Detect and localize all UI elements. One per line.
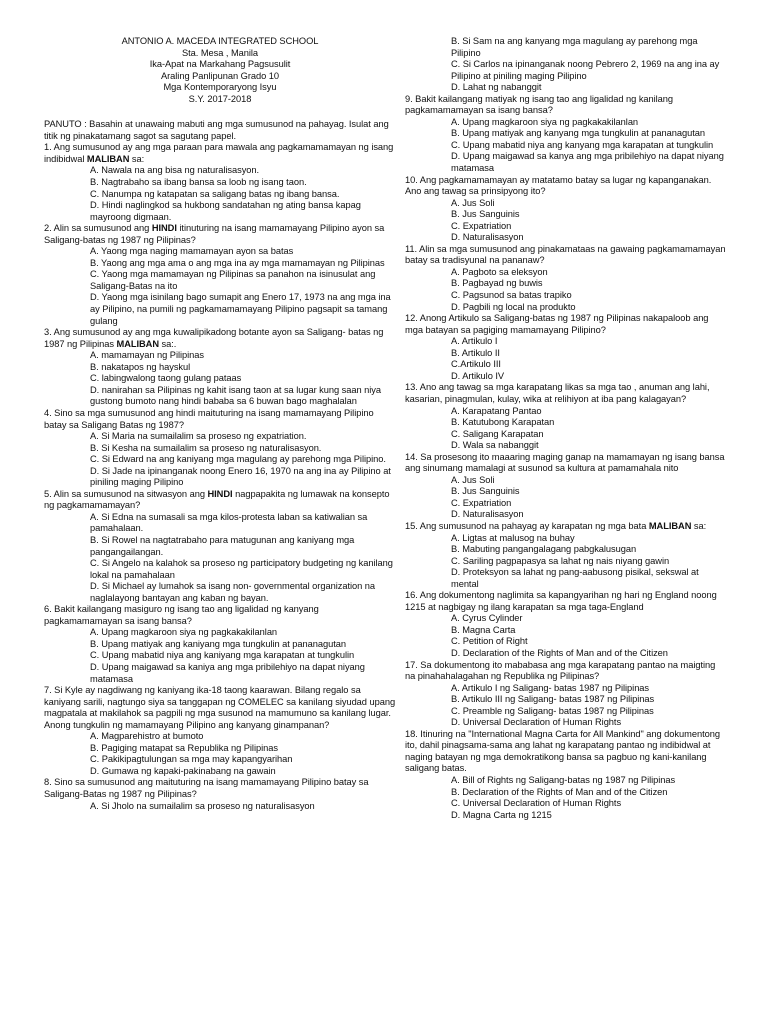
- school-year: S.Y. 2017-2018: [188, 93, 252, 104]
- question-item: [405, 452, 727, 521]
- school-name: ANTONIO A. MACEDA INTEGRATED SCHOOL: [121, 36, 319, 46]
- answer-choice: C. Upang mabatid niya ang kaniyang mga karapatan at tungkulin: [90, 650, 355, 661]
- question-text: 13. Ano ang tawag sa mga karapatang likas sa mga tao , anuman ang lahi, kasarian, pinagmulan, kulay, wika at relihiyon at iba pang kalagayan?: [405, 382, 710, 404]
- question-text: 17. Sa dokumentong ito mababasa ang mga karapatang pantao na maigting na pinahahalagahan ng Republika ng Pilipinas?: [405, 659, 716, 682]
- answer-choice: A. mamamayan ng Pilipinas: [90, 350, 204, 361]
- answer-choice: A. Jus Soli: [451, 474, 495, 485]
- emphasis-word: MALIBAN: [648, 520, 692, 531]
- answer-choice: A. Magparehistro at bumoto: [90, 731, 204, 742]
- question-item: [405, 175, 727, 244]
- answer-choice: B. Katutubong Karapatan: [451, 417, 555, 428]
- question-text: 2. Alin sa sumusunod ang: [44, 223, 152, 234]
- answer-choice: C. labingwalong taong gulang pataas: [90, 373, 242, 384]
- question-stem: [405, 175, 727, 198]
- answer-choice: A. Jus Soli: [451, 197, 495, 208]
- question-item: [44, 604, 396, 685]
- question-item: [44, 327, 396, 408]
- emphasis-word: HINDI: [151, 223, 177, 234]
- answer-choice: D. Wala sa nabanggit: [451, 440, 539, 451]
- question-stem: [44, 777, 396, 800]
- answer-choice: B. Artikulo III ng Saligang- batas 1987 ng Pilipinas: [451, 694, 655, 705]
- question-stem: [405, 244, 727, 267]
- question-stem: [405, 729, 727, 775]
- question-stem: [405, 94, 727, 117]
- answer-choice: A. Pagboto sa eleksyon: [451, 266, 548, 277]
- question-stem: [44, 223, 396, 246]
- answer-choice: D. Yaong mga isinilang bago sumapit ang Enero 17, 1973 na ang mga ina ay Pilipino, na pumili ng pagkamamamayang Pilipino pagsapit sa tamang gulang: [90, 292, 391, 326]
- answer-choice: B. Si Rowel na nagtatrabaho para matugunan ang kaniyang mga pangangailangan.: [90, 534, 355, 557]
- question-stem: [44, 685, 396, 731]
- answer-choice: B. Artikulo II: [451, 347, 500, 358]
- question-text: 14. Sa prosesong ito maaaring maging ganap na mamamayan ng isang bansa ang sinumang mamalagi at susunod sa kultura at pamamahala nito: [405, 451, 725, 474]
- question-item: [405, 660, 727, 729]
- answer-choice: B. Magna Carta: [451, 624, 516, 635]
- answer-choice: B. Mabuting pangangalagang pabgkalusugan: [451, 544, 637, 555]
- question-text-cont: sa:: [129, 153, 145, 164]
- answer-choice: A. Nawala na ang bisa ng naturalisasyon.: [90, 165, 260, 176]
- question-stem: [44, 604, 396, 627]
- answer-choice: B. Upang matiyak ang kanyang mga tungkulin at pananagutan: [451, 128, 706, 139]
- question-stem: [405, 590, 727, 613]
- question-item: [44, 685, 396, 777]
- question-item: [405, 382, 727, 451]
- answer-choice: C. Si Angelo na kalahok sa proseso ng participatory budgeting ng kanilang lokal na pamahalaan: [90, 558, 393, 580]
- answer-choice: D. Upang maigawad sa kaniya ang mga pribilehiyo na dapat niyang matamasa: [90, 661, 365, 684]
- answer-choice: D. Proteksyon sa lahat ng pang-aabusong pisikal, sekswal at mental: [451, 567, 699, 589]
- question-text-cont: sa:: [691, 520, 707, 531]
- answer-choice: B. Upang matiyak ang kaniyang mga tungkulin at pananagutan: [90, 638, 347, 649]
- subject-title: Araling Panlipunan Grado 10: [160, 70, 280, 81]
- question-item: [44, 777, 396, 812]
- question-item: [405, 521, 727, 590]
- answer-choice: D. Pagbili ng local na produkto: [451, 301, 576, 312]
- right-column: [405, 36, 727, 821]
- question-stem: [44, 489, 396, 512]
- answer-choice: A. Karapatang Pantao: [451, 405, 542, 416]
- answer-choice: C. Si Carlos na ipinanganak noong Pebrero 2, 1969 na ang ina ay Pilipino at piniling maging Pilipino: [451, 59, 720, 81]
- question-item: [405, 313, 727, 382]
- answer-choice: C. Expatriation: [451, 497, 512, 508]
- question-text: 11. Alin sa mga sumusunod ang pinakamataas na gawaing pagkamamamayan batay sa tradisyunal na pananaw?: [405, 243, 726, 266]
- question-item: [405, 590, 727, 659]
- question-text: 5. Alin sa sumusunod na sitwasyon ang: [44, 488, 208, 499]
- answer-choice: B. Jus Sanguinis: [451, 486, 520, 497]
- question-item: [44, 408, 396, 489]
- answer-choice: C. Universal Declaration of Human Rights: [451, 798, 622, 809]
- answer-choice: B. Pagbayad ng buwis: [451, 278, 543, 289]
- answer-choice: C. Preamble ng Saligang- batas 1987 ng Pilipinas: [451, 705, 654, 716]
- question-stem: [44, 142, 396, 165]
- answer-choice: C. Expatriation: [451, 220, 512, 231]
- answer-choice: C. Pagsunod sa batas trapiko: [451, 290, 572, 301]
- question-text-cont: nagpapakita ng lumawak na konsepto ng pagkamamamayan?: [44, 488, 390, 511]
- question-item: [405, 729, 727, 821]
- question-text: 7. Si Kyle ay nagdiwang ng kaniyang ika-18 taong kaarawan. Bilang regalo sa kaniyang sarili, nagtungo siya sa tanggapan ng COMELEC sa kanilang siyudad upang magpatala at makilahok sa pagpili ng mga susunod na mamumuno sa kanilang lugar. Anong tungkulin ng mamamayang Pilipino ang kanyang ginampanan?: [44, 685, 396, 730]
- question-text: 4. Sino sa mga sumusunod ang hindi maituturing na isang mamamayang Pilipino batay sa Saligang Batas ng 1987?: [44, 407, 374, 430]
- answer-choice: A. Yaong mga naging mamamayan ayon sa batas: [90, 246, 294, 257]
- question-stem: [405, 452, 727, 475]
- answer-choice: C. Yaong mga mamamayan ng Pilipinas sa panahon na isinusulat ang Saligang-Batas na ito: [90, 269, 376, 291]
- question-text: 1. Ang sumusunod ay ang mga paraan para mawala ang pagkamamamayan ng isang indibidwal: [44, 142, 394, 164]
- exam-header: [44, 36, 396, 105]
- answer-choice: A. Si Jholo na sumailalim sa proseso ng naturalisasyon: [90, 800, 315, 811]
- answer-choice: D. Si Jade na ipinanganak noong Enero 16, 1970 na ang ina ay Pilipino at piniling maging Pilipino: [90, 465, 391, 488]
- answer-choice: A. Artikulo I ng Saligang- batas 1987 ng Pilipinas: [451, 682, 650, 693]
- answer-choice: D. Lahat ng nabanggit: [451, 82, 542, 93]
- answer-choice: C. Saligang Karapatan: [451, 428, 544, 439]
- answer-choice: D. Naturalisasyon: [451, 509, 524, 520]
- answer-choice: A. Upang magkaroon siya ng pagkakakilanlan: [90, 627, 278, 638]
- question-item: [44, 142, 396, 223]
- emphasis-word: HINDI: [207, 488, 233, 499]
- answer-choice: A. Artikulo I: [451, 336, 498, 347]
- answer-choice: A. Upang magkaroon siya ng pagkakakilanlan: [451, 116, 639, 127]
- answer-choice: B. nakatapos ng hayskul: [90, 361, 191, 372]
- answer-choice: C. Petition of Right: [451, 636, 528, 647]
- question-stem: [405, 660, 727, 683]
- topic-title: Mga Kontemporaryong Isyu: [163, 82, 277, 93]
- question-item: [405, 94, 727, 175]
- answer-choice: C. Nanumpa ng katapatan sa saligang batas ng ibang bansa.: [90, 188, 340, 199]
- answer-choice: A. Si Maria na sumailalim sa proseso ng expatriation.: [90, 431, 307, 442]
- question-list-right: [405, 94, 727, 821]
- answer-choice: A. Ligtas at malusog na buhay: [451, 532, 575, 543]
- question-text: 18. Itinuring na "International Magna Carta for All Mankind" ang dokumentong ito, dahil pinagsama-sama ang lahat ng karapatang pantao ng indibidwal at naging batayan ng mga demokratikong bansa sa pagbuo ng kani-kanilang saligang batas.: [405, 728, 720, 774]
- emphasis-word: MALIBAN: [86, 153, 130, 164]
- answer-choice: B. Nagtrabaho sa ibang bansa sa loob ng isang taon.: [90, 177, 307, 188]
- question-item: [44, 489, 396, 604]
- answer-choice: D. Magna Carta ng 1215: [451, 809, 552, 820]
- question-item: [405, 244, 727, 313]
- answer-choice: A. Bill of Rights ng Saligang-batas ng 1987 ng Pilipinas: [451, 775, 676, 785]
- answer-choice: D. Upang maigawad sa kanya ang mga pribilehiyo na dapat niyang matamasa: [451, 151, 724, 174]
- answer-choice: D. Naturalisasyon: [451, 232, 524, 243]
- exam-title: Ika-Apat na Markahang Pagsusulit: [149, 59, 291, 70]
- question-stem: [44, 327, 396, 350]
- answer-choice: D. Declaration of the Rights of Man and of the Citizen: [451, 647, 668, 658]
- answer-choice: D. Universal Declaration of Human Rights: [451, 717, 622, 728]
- question-8-continuation: [405, 36, 727, 94]
- question-list-left: [44, 142, 396, 812]
- answer-choice: C. Upang mabatid niya ang kanyang mga karapatan at tungkulin: [451, 139, 714, 150]
- answer-choice: B. Jus Sanguinis: [451, 209, 520, 220]
- question-text: 16. Ang dokumentong naglimita sa kapangyarihan ng hari ng England noong 1215 at nagbigay ng ilang karapatan sa mga taga-England: [405, 590, 717, 612]
- left-column: [44, 36, 396, 812]
- answer-choice: C. Sariling pagpapasya sa lahat ng nais niyang gawin: [451, 555, 670, 566]
- answer-choice: B. Declaration of the Rights of Man and of the Citizen: [451, 786, 668, 797]
- answer-choice: C.Artikulo III: [451, 359, 501, 370]
- answer-choice: B. Si Kesha na sumailalim sa proseso ng naturalisasyon.: [90, 442, 322, 453]
- question-text: 9. Bakit kailangang matiyak ng isang tao ang ligalidad ng kanilang pagkamamamayan sa isang bansa?: [405, 93, 674, 116]
- answer-choice: D. Gumawa ng kapaki-pakinabang na gawain: [90, 765, 276, 776]
- question-text: 8. Sino sa sumusunod ang maituturing na isang mamamayang Pilipino batay sa Saligang-Batas ng 1987 ng Pilipinas?: [44, 777, 369, 799]
- answer-choice: B. Yaong ang mga ama o ang mga ina ay mga mamamayan ng Pilipinas: [90, 257, 385, 268]
- answer-choice: D. nanirahan sa Pilipinas ng kahit isang taon at sa lugar kung saan niya gustong bumoto nang hindi bababa sa 6 buwan bago maghalalan: [90, 384, 381, 407]
- question-text: 15. Ang sumusunod na pahayag ay karapatan ng mga bata: [405, 520, 649, 531]
- answer-choice: A. Si Edna na sumasali sa mga kilos-protesta laban sa katiwalian sa pamahalaan.: [90, 511, 368, 534]
- answer-choice: B. Si Sam na ang kanyang mga magulang ay parehong mga Pilipino: [451, 36, 698, 58]
- instructions: PANUTO : Basahin at unawaing mabuti ang mga sumusunod na pahayag. Isulat ang titik ng pinakatamang sagot sa sagutang papel.: [44, 119, 389, 141]
- emphasis-word: MALIBAN: [116, 338, 160, 349]
- answer-choice: C. Si Edward na ang kaniyang mga magulang ay parehong mga Pilipino.: [90, 454, 386, 465]
- question-item: [44, 223, 396, 327]
- question-stem: [405, 382, 727, 405]
- answer-choice: A. Cyrus Cylinder: [451, 613, 523, 624]
- question-text: 12. Anong Artikulo sa Saligang-batas ng 1987 ng Pilipinas nakapaloob ang mga batayan sa pagiging mamamayang Pilipino?: [405, 313, 709, 335]
- question-text-cont: itinuturing na isang mamamayang Pilipino ayon sa Saligang-batas ng 1987 ng Pilipinas?: [44, 223, 385, 245]
- answer-choice: D. Hindi naglingkod sa hukbong sandatahan ng ating bansa kapag mayroong digmaan.: [90, 200, 361, 222]
- answer-choice: D. Artikulo IV: [451, 370, 505, 381]
- question-stem: [405, 313, 727, 336]
- answer-choice: D. Si Michael ay lumahok sa isang non- governmental organization na naglalayong bantayan ang kaban ng bayan.: [90, 581, 376, 603]
- question-text: 6. Bakit kailangang masiguro ng isang tao ang ligalidad ng kanyang pagkamamamayan sa isang bansa?: [44, 604, 319, 626]
- question-stem: [405, 521, 727, 533]
- question-text: 3. Ang sumusunod ay ang mga kuwalipikadong botante ayon sa Saligang- batas ng 1987 ng Pilipinas: [44, 327, 384, 349]
- question-text: 10. Ang pagkamamamayan ay matatamo batay sa lugar ng kapanganakan. Ano ang tawag sa prinsipyong ito?: [405, 174, 712, 197]
- answer-choice: B. Pagiging matapat sa Republika ng Pilipinas: [90, 742, 278, 753]
- question-stem: [44, 408, 396, 431]
- school-address: Sta. Mesa , Manila: [181, 47, 259, 58]
- question-text-cont: sa:.: [159, 338, 177, 349]
- answer-choice: C. Pakikipagtulungan sa mga may kapangyarihan: [90, 754, 293, 765]
